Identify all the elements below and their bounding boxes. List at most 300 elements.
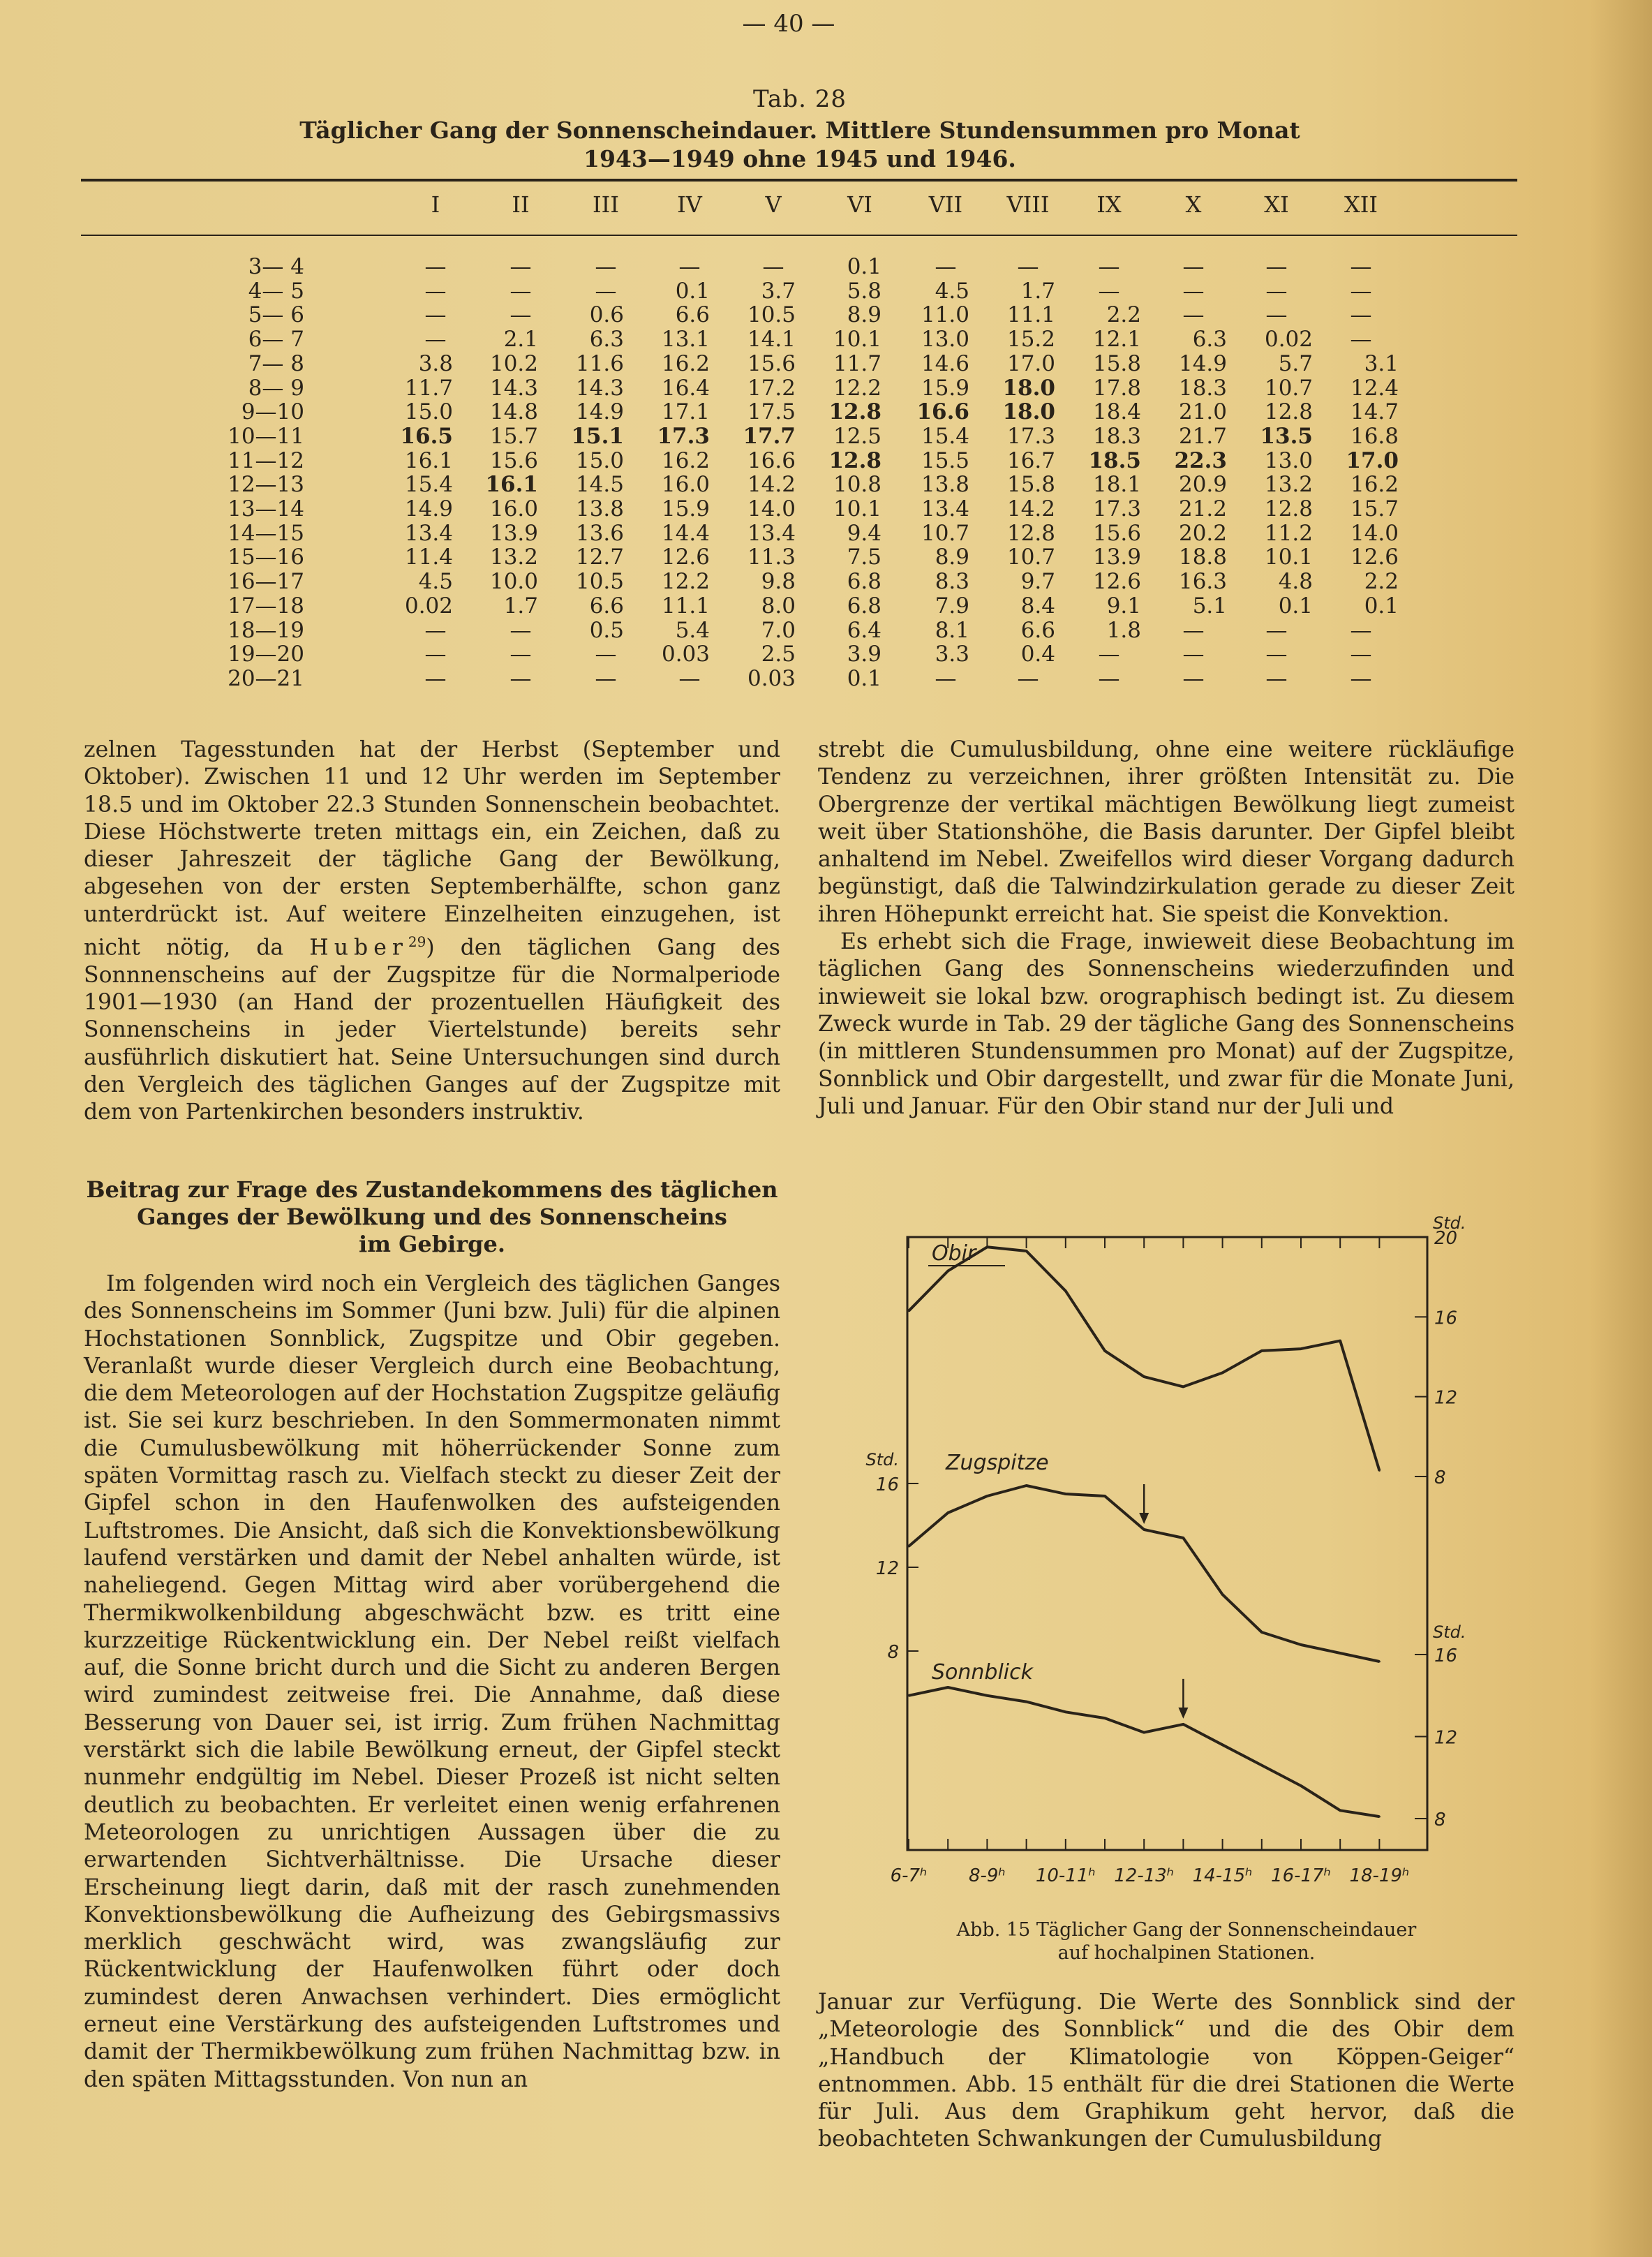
table-cell: — — [424, 302, 447, 328]
x-tick-label: 16-17ʰ — [1271, 1865, 1331, 1886]
table-caption-line2: 1943—1949 ohne 1945 und 1946. — [583, 145, 1016, 172]
table-cell: 0.03 — [661, 642, 710, 667]
table-cell: 6.3 — [589, 327, 624, 353]
data-point-obir — [1182, 1386, 1184, 1388]
data-point-zugspitze — [1378, 1661, 1381, 1663]
author-name-huber: Huber — [309, 935, 408, 961]
hour-label: 10—11 — [228, 423, 304, 449]
data-point-obir — [1260, 1349, 1263, 1352]
table-cell: 10.1 — [833, 327, 881, 353]
table-cell: 15.9 — [921, 375, 969, 401]
table-cell: — — [678, 254, 701, 279]
table-cell: 18.5 — [1088, 447, 1141, 473]
data-point-sonnblick — [1182, 1723, 1184, 1725]
series-line-obir — [909, 1247, 1379, 1470]
table-cell: 15.0 — [575, 447, 624, 473]
table-cell: — — [595, 254, 617, 279]
table-cell: 6.3 — [1192, 327, 1227, 353]
table-cell: 16.1 — [404, 447, 453, 473]
table-cell: 12.6 — [1092, 569, 1141, 595]
table-cell: 17.5 — [747, 399, 796, 425]
section-heading-line2: Ganges der Bewölkung und des Sonnenscheins — [137, 1204, 727, 1230]
table-cell: 16.1 — [485, 472, 538, 498]
table-row — [81, 521, 1517, 545]
table-cell: 13.6 — [575, 520, 624, 546]
table-cell: 3.7 — [761, 278, 796, 304]
table-cell: 11.7 — [833, 350, 881, 376]
column-header: VIII — [1006, 191, 1050, 218]
table-cell: 13.8 — [575, 496, 624, 521]
hour-label: 13—14 — [228, 496, 304, 521]
table-cell: 13.8 — [921, 472, 969, 498]
left-paragraph-2: Im folgenden wird noch ein Vergleich des täglichen Ganges des Sonnenscheins im Sommer (Juni bzw. Juli) für die alpinen Hochstationen Sonnblick, Zugspitze und Obir gegeben. Veranlaßt wurde dieser Vergleich durch eine Beobachtung, die dem Meteorologen auf der Hochstation Zugspitze geläufig ist. Sie sei kurz beschrieben. In den Sommermonaten nimmt die Cumulusbewölkung mit höherrückender Sonne zum späten Vormittag rasch zu. Vielfach steckt zu dieser Zeit der Gipfel schon in den Haufenwolken des aufsteigenden Luftstromes. Die Ansicht, daß sich die Konvektionsbewölkung laufend verstärken und damit der Nebel anhalten würde, ist naheliegend. Gegen Mittag wird aber vorübergehend die Thermikwolkenbildung abgeschwächt bzw. es tritt eine kurzzeitige Rückentwicklung ein. Der Nebel reißt vielfach auf, die Sonne bricht durch und die Sicht zu anderen Bergen wird zumindest zeitweise frei. Die Annahme, daß diese Besserung von Dauer sei, ist irrig. Zum frühen Nachmittag verstärkt sich die labile Bewölkung erneut, der Gipfel steckt nunmehr endgültig im Nebel. Dieser Prozeß ist nicht selten deutlich zu beobachten. Er verleitet einen wenig erfahrenen Meteorologen zu unrichtigen Aussagen über die zu erwartenden Sichtverhältnisse. Die Ursache dieser Erscheinung liegt darin, daß mit der rasch zunehmenden Konvektionsbewölkung die Aufheizung des Gebirgsmassivs merklich geschwächt wird, was zwangsläufig zur Rückentwicklung der Haufenwolken führt oder doch zumindest deren Anwachsen verhindert. Dies ermöglicht erneut eine Verstärkung des aufsteigenden Luftstromes und damit der Thermikbewölkung zum frühen Nachmittag bzw. in den späten Mittagsstunden. Von nun an — [84, 1271, 780, 2092]
hour-label: 14—15 — [228, 520, 304, 546]
data-point-zugspitze — [947, 1512, 949, 1514]
table-cell: 2.1 — [503, 327, 538, 353]
series-label-sonnblick: Sonnblick — [932, 1660, 1034, 1685]
table-row — [81, 642, 1517, 665]
table-cell: 1.8 — [1106, 617, 1141, 643]
table-cell: 0.1 — [847, 665, 881, 691]
table-cell: — — [424, 617, 447, 643]
table-cell: — — [509, 617, 532, 643]
data-point-sonnblick — [908, 1694, 910, 1696]
left-column-bottom — [84, 1271, 780, 2094]
table-cell: 12.6 — [661, 545, 710, 570]
table-label: Tab. 28 — [753, 85, 847, 113]
table-cell: 8.0 — [761, 593, 796, 619]
table-cell: — — [1265, 617, 1288, 643]
data-point-zugspitze — [1182, 1537, 1184, 1539]
x-tick-label: 18-19ʰ — [1349, 1865, 1410, 1886]
table-cell: 17.3 — [1006, 423, 1055, 449]
table-cell: 13.4 — [747, 520, 796, 546]
table-cell: 4.5 — [418, 569, 453, 595]
page-edge-shadow — [1589, 0, 1652, 2257]
table-cell: — — [1182, 665, 1205, 691]
table-cell: — — [1350, 327, 1372, 353]
table-cell: 10.0 — [489, 569, 538, 595]
table-cell: 15.7 — [1350, 496, 1399, 521]
column-header: VI — [847, 191, 872, 218]
table-cell: — — [1098, 254, 1120, 279]
table-cell: 13.2 — [1264, 472, 1313, 498]
table-header-rule — [81, 235, 1517, 236]
obir-axis-label: 8 — [1434, 1467, 1446, 1488]
table-cell: 9.7 — [1020, 569, 1055, 595]
table-row — [81, 302, 1517, 326]
table-cell: 0.02 — [404, 593, 453, 619]
table-cell: 10.2 — [489, 350, 538, 376]
table-cell: 15.6 — [489, 447, 538, 473]
sonnblick-axis-label: 12 — [1434, 1727, 1458, 1749]
data-point-obir — [1104, 1349, 1106, 1352]
table-row — [81, 376, 1517, 399]
column-header: XI — [1264, 191, 1289, 218]
table-cell: 1.7 — [503, 593, 538, 619]
table-cell: 6.4 — [847, 617, 881, 643]
table-cell: 8.9 — [935, 545, 969, 570]
table-cell: 7.0 — [761, 617, 796, 643]
left-column-top — [84, 737, 780, 1127]
data-point-obir — [908, 1310, 910, 1312]
obir-axis-label: 16 — [1434, 1308, 1458, 1329]
table-caption — [82, 116, 1517, 173]
figure-caption-line1: Abb. 15 Täglicher Gang der Sonnenscheindauer — [956, 1919, 1417, 1941]
table-cell: 18.4 — [1092, 399, 1141, 425]
table-cell: — — [595, 665, 617, 691]
table-cell: 16.4 — [661, 375, 710, 401]
table-cell: 1.7 — [1020, 278, 1055, 304]
table-cell: 16.0 — [489, 496, 538, 521]
data-point-zugspitze — [1339, 1652, 1341, 1655]
table-row — [81, 327, 1517, 353]
column-header: X — [1185, 191, 1202, 218]
table-cell: — — [1182, 642, 1205, 667]
hour-label: 15—16 — [228, 545, 304, 570]
table-cell: 15.6 — [747, 350, 796, 376]
table-cell: 3.3 — [935, 642, 969, 667]
table-cell: 6.8 — [847, 569, 881, 595]
obir-axis-label: 12 — [1434, 1387, 1458, 1409]
table-cell: 12.4 — [1350, 375, 1399, 401]
table-cell: 10.7 — [1006, 545, 1055, 570]
table-cell: 17.3 — [1092, 496, 1141, 521]
table-cell: 15.2 — [1006, 327, 1055, 353]
table-row — [81, 472, 1517, 496]
table-cell: 16.3 — [1178, 569, 1227, 595]
table-cell: 13.0 — [921, 327, 969, 353]
series-label-zugspitze: Zugspitze — [946, 1451, 1049, 1475]
table-cell: 14.9 — [575, 399, 624, 425]
zugspitze-unit-label: Std. — [865, 1450, 899, 1470]
table-cell: 16.7 — [1006, 447, 1055, 473]
table-cell: 11.4 — [404, 545, 453, 570]
sonnblick-axis-label: 8 — [1434, 1810, 1446, 1830]
data-point-zugspitze — [1221, 1594, 1223, 1596]
table-cell: 17.2 — [747, 375, 796, 401]
table-row — [81, 618, 1517, 642]
data-point-sonnblick — [1260, 1764, 1263, 1766]
table-cell: 15.6 — [1092, 520, 1141, 546]
table-cell: 2.2 — [1364, 569, 1399, 595]
table-cell: 5.7 — [1278, 350, 1313, 376]
table-cell: 16.6 — [916, 399, 969, 425]
table-cell: — — [1098, 665, 1120, 691]
series-label-obir: Obir — [932, 1241, 976, 1266]
right-paragraph-2: Es erhebt sich die Frage, inwieweit diese Beobachtung im täglichen Gang des Sonnenscheins wiederzufinden und inwieweit sie lokal bzw. orographisch bedingt ist. Zu diesem Zweck wurde in Tab. 29 der tägliche Gang des Sonnenscheins (in mittleren Stundensummen pro Monat) auf der Zugspitze, Sonnblick und Obir dargestellt, und zwar für die Monate Juni, Juli und Januar. Für den Obir stand nur der Juli und — [818, 929, 1515, 1119]
data-point-zugspitze — [908, 1546, 910, 1548]
table-cell: — — [1350, 665, 1372, 691]
table-row — [81, 254, 1517, 278]
table-cell: 12.2 — [661, 569, 710, 595]
table-cell: — — [1265, 302, 1288, 328]
table-cell: — — [1265, 665, 1288, 691]
x-tick-label: 10-11ʰ — [1035, 1865, 1096, 1886]
data-point-zugspitze — [986, 1495, 988, 1497]
data-point-zugspitze — [1104, 1495, 1106, 1497]
table-cell: 14.1 — [747, 327, 796, 353]
right-column-top — [818, 737, 1515, 1120]
table-cell: 12.8 — [1264, 399, 1313, 425]
table-cell: 13.1 — [661, 327, 710, 353]
table-cell: 15.5 — [921, 447, 969, 473]
section-heading-line3: im Gebirge. — [358, 1231, 506, 1257]
table-cell: — — [1265, 254, 1288, 279]
table-cell: 22.3 — [1174, 447, 1227, 473]
x-tick-label: 8-9ʰ — [968, 1865, 1006, 1886]
table-cell: 14.2 — [747, 472, 796, 498]
data-point-obir — [1221, 1372, 1223, 1374]
data-point-obir — [1025, 1250, 1027, 1252]
table-cell: — — [424, 327, 447, 353]
table-cell: 11.2 — [1264, 520, 1313, 546]
left-paragraph-1-text-a: zelnen Tagesstunden hat der Herbst (September und Oktober). Zwischen 11 und 12 Uhr werden im September 18.5 und im Oktober 22.3 Stunden Sonnenschein beobachtet. Diese Höchstwerte treten mittags ein, ein Zeichen, daß zu dieser Jahreszeit der tägliche Gang der Bewölkung, abgesehen von der ersten Septemberhälfte, schon ganz unterdrückt ist. Auf weitere Einzelheiten einzugehen, ist nicht nötig, da — [84, 737, 780, 961]
arrow-head-sonnblick — [1178, 1708, 1188, 1719]
table-cell: 4.5 — [935, 278, 969, 304]
table-cell: 14.5 — [575, 472, 624, 498]
hour-label: 3— 4 — [248, 254, 304, 279]
table-cell: 17.0 — [1346, 447, 1399, 473]
table-cell: — — [1182, 254, 1205, 279]
table-cell: 10.1 — [833, 496, 881, 521]
table-row — [81, 399, 1517, 423]
sonnblick-axis-label: 16 — [1434, 1645, 1458, 1666]
table-cell: 11.0 — [921, 302, 969, 328]
hour-label: 18—19 — [228, 617, 304, 643]
data-point-obir — [1378, 1470, 1381, 1472]
table-cell: — — [935, 254, 957, 279]
table-cell: 6.6 — [589, 593, 624, 619]
table-cell: 10.7 — [921, 520, 969, 546]
table-cell: 16.5 — [400, 423, 453, 449]
table-cell: — — [424, 665, 447, 691]
data-point-zugspitze — [1025, 1485, 1027, 1487]
zugspitze-axis-label: 12 — [875, 1558, 899, 1579]
section-heading-line1: Beitrag zur Frage des Zustandekommens des täglichen — [86, 1176, 778, 1203]
table-cell: 5.1 — [1192, 593, 1227, 619]
data-point-sonnblick — [986, 1694, 988, 1696]
table-cell: — — [1182, 302, 1205, 328]
table-cell: 0.5 — [589, 617, 624, 643]
table-cell: 21.0 — [1178, 399, 1227, 425]
data-point-sonnblick — [1104, 1717, 1106, 1719]
column-header: III — [593, 191, 619, 218]
table-cell: — — [509, 642, 532, 667]
table-cell: 13.4 — [404, 520, 453, 546]
hour-label: 19—20 — [228, 642, 304, 667]
table-cell: 14.4 — [661, 520, 710, 546]
left-paragraph-1-text-b: ) den täglichen Gang des Sonnnenscheins auf der Zugspitze für die Normalperiode 1901—1930 (an Hand der prozentuellen Häufigkeit des Sonnenscheins in jeder Viertelstunde) bereits sehr ausführlich diskutiert hat. Seine Untersuchungen sind durch den Vergleich des täglichen Ganges auf der Zugspitze mit dem von Partenkirchen besonders instruktiv. — [84, 935, 780, 1125]
figure-abb-15 — [865, 1208, 1515, 1892]
right-paragraph-1: strebt die Cumulusbildung, ohne eine weitere rückläufige Tendenz zu verzeichnen, ihrer größten Intensität zu. Die Obergrenze der vertikal mächtigen Bewölkung liegt zumeist weit über Stationshöhe, die Basis darunter. Der Gipfel bleibt anhaltend im Nebel. Zweifellos wird dieser Vorgang dadurch begünstigt, daß die Talwindzirkulation gerade zu dieser Zeit ihren Höhepunkt erreicht hat. Sie speist die Konvektion. — [818, 737, 1515, 927]
x-tick-label: 6-7ʰ — [890, 1865, 928, 1886]
table-cell: 15.1 — [571, 423, 624, 449]
data-point-zugspitze — [1260, 1631, 1263, 1634]
column-header: VII — [928, 191, 963, 218]
table-cell: — — [762, 254, 784, 279]
table-cell: 12.5 — [833, 423, 881, 449]
x-tick-label: 12-13ʰ — [1114, 1865, 1175, 1886]
table-cell: — — [1182, 617, 1205, 643]
table-cell: 18.8 — [1178, 545, 1227, 570]
data-point-zugspitze — [1064, 1493, 1066, 1495]
table-cell: 11.3 — [747, 545, 796, 570]
table-cell: 16.2 — [1350, 472, 1399, 498]
data-point-sonnblick — [1221, 1744, 1223, 1746]
table-cell: 8.3 — [935, 569, 969, 595]
hour-label: 7— 8 — [248, 350, 304, 376]
figure-caption-line2: auf hochalpinen Stationen. — [1057, 1942, 1316, 1964]
table-cell: 5.8 — [847, 278, 881, 304]
table-cell: 9.8 — [761, 569, 796, 595]
footnote-reference: 29 — [408, 933, 426, 951]
table-cell: 20.2 — [1178, 520, 1227, 546]
table-cell: 20.9 — [1178, 472, 1227, 498]
table-caption-line1: Täglicher Gang der Sonnenscheindauer. Mittlere Stundensummen pro Monat — [299, 117, 1300, 144]
table-cell: 0.4 — [1020, 642, 1055, 667]
table-cell: 12.8 — [828, 399, 881, 425]
table-cell: 13.9 — [489, 520, 538, 546]
table-cell: 15.7 — [489, 423, 538, 449]
table-cell: 14.3 — [575, 375, 624, 401]
table-cell: 18.3 — [1092, 423, 1141, 449]
table-cell: 14.6 — [921, 350, 969, 376]
table-cell: 17.1 — [661, 399, 710, 425]
table-cell: — — [1098, 278, 1120, 304]
sonnblick-unit-label: Std. — [1433, 1622, 1466, 1642]
table-cell: 17.3 — [657, 423, 710, 449]
data-point-sonnblick — [947, 1687, 949, 1689]
sunshine-line-chart — [865, 1208, 1515, 1892]
table-cell: — — [509, 302, 532, 328]
table-cell: — — [1265, 278, 1288, 304]
table-cell: 10.1 — [1264, 545, 1313, 570]
table-cell: — — [935, 665, 957, 691]
table-cell: — — [595, 278, 617, 304]
table-row — [81, 569, 1517, 593]
table-cell: — — [1350, 642, 1372, 667]
table-cell: 3.1 — [1364, 350, 1399, 376]
table-cell: 11.6 — [575, 350, 624, 376]
table-cell: 0.1 — [847, 254, 881, 279]
data-point-obir — [1143, 1376, 1145, 1378]
table-cell: 14.9 — [404, 496, 453, 521]
table-cell: 14.9 — [1178, 350, 1227, 376]
table-cell: — — [1017, 665, 1039, 691]
table-cell: — — [509, 665, 532, 691]
table-cell: 11.1 — [661, 593, 710, 619]
table-cell: 18.0 — [1002, 399, 1055, 425]
column-header: XII — [1344, 191, 1378, 218]
data-point-obir — [986, 1246, 988, 1248]
table-cell: 12.2 — [833, 375, 881, 401]
hour-label: 16—17 — [228, 569, 304, 595]
table-cell: 10.5 — [575, 569, 624, 595]
series-line-sonnblick — [909, 1687, 1379, 1816]
table-cell: 3.9 — [847, 642, 881, 667]
table-cell: 16.2 — [661, 350, 710, 376]
obir-unit-label: Std. — [1433, 1213, 1466, 1233]
table-cell: — — [509, 278, 532, 304]
data-point-sonnblick — [1025, 1701, 1027, 1703]
table-cell: 16.0 — [661, 472, 710, 498]
table-cell: 16.8 — [1350, 423, 1399, 449]
table-cell: 16.2 — [661, 447, 710, 473]
table-cell: — — [1265, 642, 1288, 667]
hour-label: 6— 7 — [248, 327, 304, 353]
table-cell: 13.9 — [1092, 545, 1141, 570]
table-cell: 7.9 — [935, 593, 969, 619]
table-cell: 11.7 — [404, 375, 453, 401]
zugspitze-axis-label: 16 — [875, 1474, 899, 1495]
table-cell: 14.3 — [489, 375, 538, 401]
table-cell: 8.4 — [1020, 593, 1055, 619]
table-cell: 18.1 — [1092, 472, 1141, 498]
hour-label: 9—10 — [241, 399, 304, 425]
table-cell: — — [1182, 278, 1205, 304]
table-cell: 21.2 — [1178, 496, 1227, 521]
table-cell: 15.4 — [921, 423, 969, 449]
hour-label: 20—21 — [228, 665, 304, 691]
data-point-obir — [947, 1270, 949, 1272]
obir-axis-label: 20 — [1434, 1228, 1458, 1249]
column-header: V — [765, 191, 782, 218]
table-cell: 4.8 — [1278, 569, 1313, 595]
table-cell: — — [424, 254, 447, 279]
table-cell: 13.0 — [1264, 447, 1313, 473]
table-cell: 8.9 — [847, 302, 881, 328]
table-cell: — — [678, 665, 701, 691]
table-cell: 9.4 — [847, 520, 881, 546]
left-paragraph-1 — [84, 737, 780, 1127]
table-row — [81, 351, 1517, 375]
data-point-sonnblick — [1143, 1731, 1145, 1733]
table-cell: 0.1 — [675, 278, 710, 304]
table-cell: 12.8 — [1006, 520, 1055, 546]
table-cell: 17.0 — [1006, 350, 1055, 376]
table-cell: 6.8 — [847, 593, 881, 619]
table-cell: — — [1350, 617, 1372, 643]
table-cell: 0.6 — [589, 302, 624, 328]
table-cell: 21.7 — [1178, 423, 1227, 449]
hour-label: 17—18 — [228, 593, 304, 619]
table-cell: — — [1350, 254, 1372, 279]
table-cell: — — [1350, 302, 1372, 328]
table-cell: 13.5 — [1260, 423, 1313, 449]
table-cell: 18.3 — [1178, 375, 1227, 401]
data-point-zugspitze — [1300, 1644, 1302, 1646]
table-cell: 18.0 — [1002, 375, 1055, 401]
table-row — [81, 545, 1517, 568]
hour-label: 11—12 — [228, 447, 304, 473]
table-cell: 12.8 — [828, 447, 881, 473]
table-cell: 3.8 — [418, 350, 453, 376]
table-cell: — — [1350, 278, 1372, 304]
table-cell: 12.6 — [1350, 545, 1399, 570]
table-cell: 12.7 — [575, 545, 624, 570]
table-cell: 6.6 — [675, 302, 710, 328]
table-cell: 15.8 — [1092, 350, 1141, 376]
table-cell: 14.0 — [747, 496, 796, 521]
hour-label: 5— 6 — [248, 302, 304, 328]
chart-frame — [907, 1237, 1427, 1850]
table-cell: 12.8 — [1264, 496, 1313, 521]
table-cell: 10.7 — [1264, 375, 1313, 401]
table-cell: 6.6 — [1020, 617, 1055, 643]
table-cell: 2.2 — [1106, 302, 1141, 328]
table-cell: 9.1 — [1106, 593, 1141, 619]
